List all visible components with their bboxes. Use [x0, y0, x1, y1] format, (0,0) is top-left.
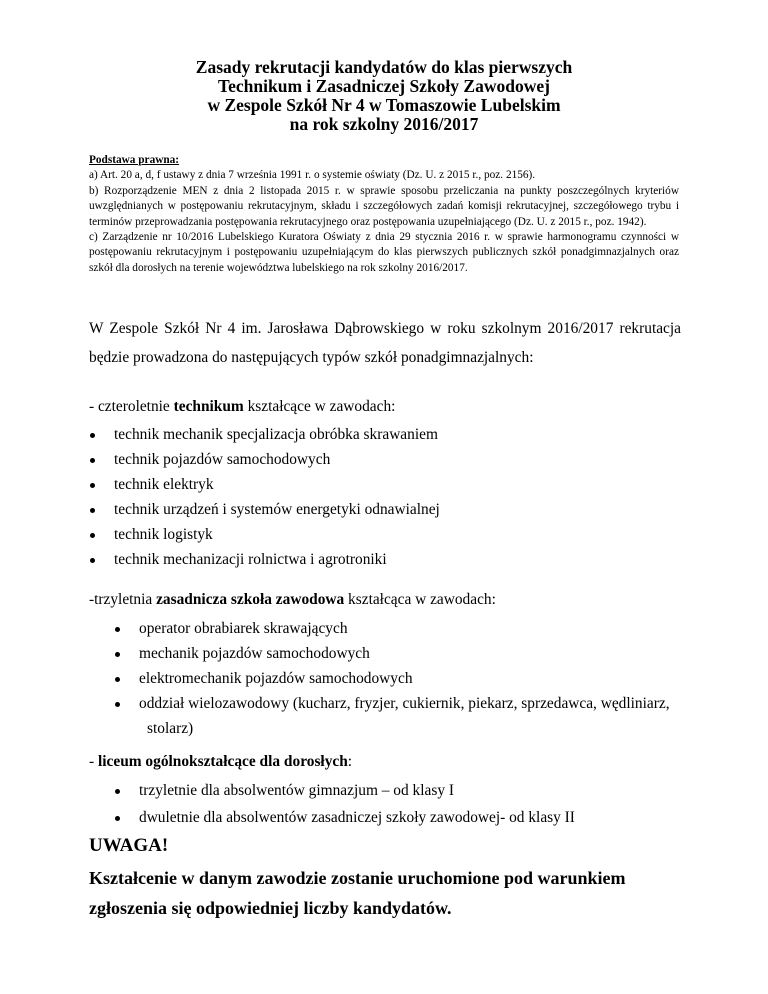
bullet-icon	[115, 789, 120, 794]
list-item	[89, 616, 689, 641]
title-line-3: w Zespole Szkół Nr 4 w Tomaszowie Lubelskim	[207, 95, 561, 115]
list-item-text: mechanik pojazdów samochodowych	[139, 645, 370, 662]
list-item-text: dwuletnie dla absolwentów zasadniczej szkoły zawodowej- od klasy II	[139, 809, 575, 826]
title-line-2: Technikum i Zasadniczej Szkoły Zawodowej	[218, 76, 550, 96]
zasadnicza-heading	[89, 590, 689, 610]
list-item	[89, 691, 689, 741]
technikum-heading	[89, 397, 689, 417]
bullet-icon	[115, 816, 120, 821]
warning-line-2: zgłoszenia się odpowiedniej liczby kandydatów.	[89, 898, 452, 918]
title-line-1: Zasady rekrutacji kandydatów do klas pierwszych	[195, 57, 573, 77]
legal-item-b: b) Rozporządzenie MEN z dnia 2 listopada 2015 r. w sprawie sposobu przeliczania na punkty poszczególnych kryteriów uwzględnianych w postępowaniu rekrutacyjnym, składu i szczegółowych zadań komisji rekrutacyjnej, szczegółowego trybu i terminów przeprowadzania postępowania rekrutacyjnego oraz postępowania uzupełniającego (Dz. U. z 2015 r., poz. 1942).	[89, 184, 679, 228]
legal-basis-heading: Podstawa prawna:	[89, 154, 180, 166]
list-item-text: technik pojazdów samochodowych	[114, 451, 331, 468]
list-item	[89, 666, 689, 691]
zasadnicza-prefix: -trzyletnia	[89, 591, 157, 608]
list-item-text: technik elektryk	[114, 476, 214, 493]
liceum-prefix: -	[89, 753, 98, 770]
warning-line-1: Kształcenie w danym zawodzie zostanie uruchomione pod warunkiem	[89, 868, 626, 888]
list-item	[89, 547, 689, 572]
intro-paragraph: W Zespole Szkół Nr 4 im. Jarosława Dąbrowskiego w roku szkolnym 2016/2017 rekrutacja będzie prowadzona do następujących typów szkół ponadgimnazjalnych:	[89, 320, 681, 366]
legal-basis	[89, 153, 679, 276]
list-item-text: operator obrabiarek skrawających	[139, 620, 348, 637]
list-item	[89, 472, 689, 497]
list-item	[89, 522, 689, 547]
zasadnicza-bold: zasadnicza szkoła zawodowa	[156, 591, 345, 608]
liceum-list	[89, 777, 689, 831]
bullet-icon	[90, 533, 95, 538]
list-item	[89, 777, 689, 804]
technikum-list	[89, 422, 689, 572]
liceum-section	[89, 752, 689, 831]
list-item-text: technik mechanizacji rolnictwa i agrotroniki	[114, 551, 387, 568]
technikum-section	[89, 397, 689, 572]
list-item	[89, 641, 689, 666]
list-item-text: elektromechanik pojazdów samochodowych	[139, 670, 413, 687]
liceum-bold: liceum ogólnokształcące dla dorosłych	[97, 753, 348, 770]
bullet-icon	[115, 627, 120, 632]
technikum-bold: technikum	[173, 398, 244, 415]
list-item	[89, 422, 689, 447]
list-item-text: trzyletnie dla absolwentów gimnazjum – od klasy I	[139, 782, 455, 799]
liceum-heading	[89, 752, 689, 772]
bullet-icon	[90, 508, 95, 513]
zasadnicza-list	[89, 616, 689, 741]
warning-label: UWAGA!	[89, 835, 169, 856]
bullet-icon	[115, 652, 120, 657]
warning-block	[89, 833, 709, 923]
legal-item-c: c) Zarządzenie nr 10/2016 Lubelskiego Kuratora Oświaty z dnia 29 stycznia 2016 r. w sprawie harmonogramu czynności w postępowaniu rekrutacyjnym i postępowaniu uzupełniającym do klas pierwszych publicznych szkół ponadgimnazjalnych oraz szkół dla dorosłych na terenie województwa lubelskiego na rok szkolny 2016/2017.	[89, 231, 679, 274]
list-item-text-continued: stolarz)	[147, 720, 194, 737]
liceum-suffix: :	[347, 753, 353, 770]
bullet-icon	[90, 433, 95, 438]
technikum-suffix: kształcące w zawodach:	[243, 398, 396, 415]
bullet-icon	[115, 702, 120, 707]
list-item-text: technik urządzeń i systemów energetyki odnawialnej	[114, 501, 440, 518]
bullet-icon	[90, 558, 95, 563]
list-item	[89, 804, 689, 831]
technikum-prefix: - czteroletnie	[89, 398, 174, 415]
zasadnicza-suffix: kształcąca w zawodach:	[344, 591, 496, 608]
list-item-text: technik mechanik specjalizacja obróbka skrawaniem	[114, 426, 438, 443]
document-title	[0, 58, 768, 134]
list-item-text: technik logistyk	[114, 526, 213, 543]
list-item-text: oddział wielozawodowy (kucharz, fryzjer, cukiernik, piekarz, sprzedawca, wędliniarz,	[139, 695, 670, 712]
list-item	[89, 447, 689, 472]
bullet-icon	[90, 458, 95, 463]
list-item	[89, 497, 689, 522]
bullet-icon	[115, 677, 120, 682]
title-line-4: na rok szkolny 2016/2017	[289, 114, 479, 134]
bullet-icon	[90, 483, 95, 488]
legal-item-a: a) Art. 20 a, d, f ustawy z dnia 7 września 1991 r. o systemie oświaty (Dz. U. z 2015 r., poz. 2156).	[89, 169, 536, 182]
zasadnicza-section	[89, 590, 689, 741]
